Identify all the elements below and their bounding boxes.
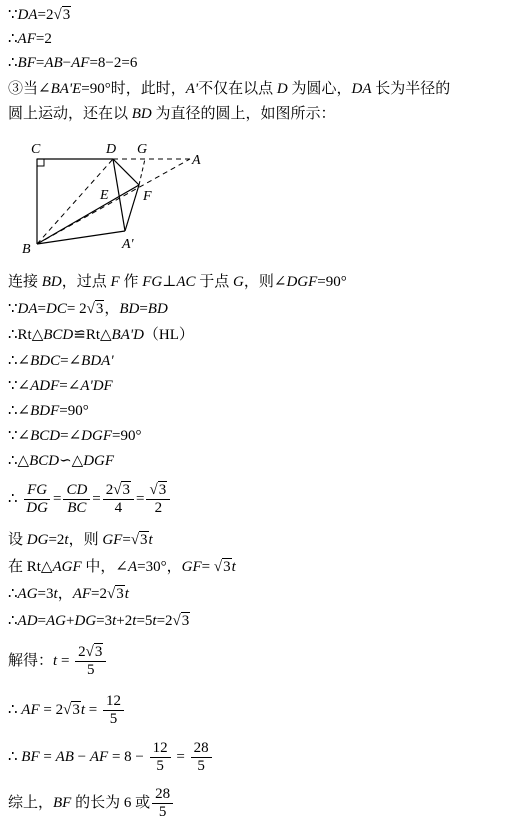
equals: = (52, 491, 62, 507)
segment-bf (37, 185, 139, 244)
text: = (122, 532, 131, 548)
text: = (57, 653, 74, 669)
text: 解得： (8, 653, 54, 669)
var: F (110, 274, 120, 290)
var: DGF (286, 274, 318, 290)
text: （HL） (143, 327, 194, 343)
line-af-2 (8, 30, 52, 48)
var: BD (41, 274, 62, 290)
line-angle-bdc (8, 352, 114, 370)
numerator: CD (63, 482, 90, 500)
label-e: E (100, 188, 109, 203)
label-d: D (106, 142, 117, 157)
text: ∵ (8, 301, 18, 317)
text: =3 (96, 613, 113, 629)
var: BCD (29, 453, 60, 469)
text: = (172, 749, 189, 765)
radicand: 3 (72, 702, 80, 718)
line-bf-6 (8, 54, 137, 72)
radicand: 3 (158, 482, 167, 499)
sqrt (214, 558, 232, 576)
var: BD (119, 301, 140, 317)
denominator: 4 (114, 500, 123, 517)
segment-fg-dashed (139, 159, 145, 185)
text: = (139, 301, 148, 317)
coefficient: 2 (105, 482, 114, 499)
radical-sign: √ (86, 301, 95, 317)
var: BF (17, 55, 36, 71)
numerator: 28 (191, 740, 212, 758)
var: t (231, 559, 236, 575)
line-solve-t (8, 643, 108, 679)
text: =90° (317, 274, 347, 290)
text: =30°， (137, 559, 182, 575)
fraction-2sqrt3-5 (75, 644, 106, 679)
line-ag-af (8, 585, 129, 603)
radicand: 3 (223, 559, 231, 575)
text: = (201, 559, 214, 575)
text: = 2 (39, 702, 64, 718)
text: 的长为 6 或 (71, 795, 151, 811)
var: DA (351, 81, 372, 97)
text: − (73, 749, 90, 765)
line-given-da (8, 6, 71, 24)
var: t (53, 653, 58, 669)
text: ∴△ (8, 453, 30, 469)
text: =3 (37, 586, 54, 602)
radicand: 3 (95, 301, 104, 317)
var: BA'D (111, 327, 144, 343)
text: =∠ (60, 353, 82, 369)
line-da-dc (8, 300, 168, 318)
label-a-prime: A' (122, 237, 134, 252)
right-angle-mark (37, 159, 44, 166)
therefore-symbol: ∴ (8, 55, 18, 71)
sqrt (173, 612, 191, 630)
text: =2 (156, 613, 173, 629)
numerator: 28 (152, 786, 173, 804)
sqrt (86, 644, 104, 661)
fraction-cd-bc (63, 482, 90, 517)
var: DA (17, 301, 38, 317)
line-similar (8, 452, 114, 470)
text: ③当∠ (8, 81, 51, 97)
text: =2 (48, 532, 65, 548)
radicand: 3 (62, 7, 71, 23)
text: ∵∠ (8, 428, 31, 444)
text: ，过点 (61, 274, 111, 290)
fraction-2sqrt3-4 (103, 482, 134, 517)
var: AF (89, 749, 109, 765)
text: 设 (8, 532, 27, 548)
var: BA'E (50, 81, 82, 97)
text: ， (57, 586, 73, 602)
text: =8−2=6 (89, 55, 138, 71)
var: AF (21, 702, 40, 718)
var: AGF (52, 559, 82, 575)
var: DG (26, 532, 49, 548)
fraction-12-5 (103, 693, 124, 728)
segment-ba1 (37, 231, 125, 244)
line-rt-agf (8, 558, 236, 576)
text: ∵∠ (8, 378, 31, 394)
radical-sign: √ (172, 613, 181, 629)
text: 长为半径的 (371, 81, 451, 97)
sqrt (54, 6, 72, 24)
text: =90°时，此时， (81, 81, 186, 97)
sqrt (113, 482, 131, 499)
var: AB (44, 55, 63, 71)
text: =2 (37, 7, 54, 23)
numerator (103, 482, 134, 500)
text: 在 Rt△ (8, 559, 53, 575)
var: BD (147, 301, 168, 317)
line-case-3 (8, 80, 450, 98)
text: ∴ (8, 491, 18, 507)
line-circle-bd (8, 105, 336, 123)
sqrt (87, 300, 105, 318)
sqrt (63, 692, 81, 728)
label-a: A (192, 153, 201, 168)
numerator: FG (24, 482, 50, 500)
text: 于点 (195, 274, 234, 290)
text: =90° (59, 403, 89, 419)
fraction-sqrt3-2 (146, 482, 170, 517)
because-symbol: ∵ (8, 7, 18, 23)
line-af-value (8, 692, 126, 728)
text: ， (104, 301, 120, 317)
text: =2 (35, 31, 52, 47)
var: t (80, 702, 85, 718)
line-ratio (8, 481, 172, 517)
numerator: 12 (150, 740, 171, 758)
text: ∴ (8, 749, 22, 765)
denominator: 5 (197, 758, 205, 775)
text: 不仅在以点 (198, 81, 277, 97)
radical-sign: √ (63, 702, 72, 718)
text: =5 (136, 613, 153, 629)
radical-sign: √ (213, 559, 223, 575)
denominator: 5 (109, 711, 118, 728)
var: BDC (30, 353, 61, 369)
var: t (152, 613, 157, 629)
fraction-12-5 (150, 740, 171, 775)
text: = (37, 301, 47, 317)
var: AD (17, 613, 38, 629)
text: 综上， (8, 795, 54, 811)
var: t (64, 532, 69, 548)
text: =∠ (60, 428, 82, 444)
var: DG (74, 613, 97, 629)
var: BDA' (81, 353, 114, 369)
text: ∴∠ (8, 353, 31, 369)
text: 为圆心， (287, 81, 352, 97)
text: = (37, 613, 47, 629)
var: t (132, 613, 137, 629)
line-ad-sum (8, 612, 190, 630)
var: D (276, 81, 288, 97)
sqrt (131, 531, 149, 549)
var: BCD (43, 327, 74, 343)
text: ∴ (8, 613, 18, 629)
var: BD (131, 106, 152, 122)
var: FG (142, 274, 163, 290)
var: t (112, 613, 117, 629)
label-g: G (137, 142, 148, 157)
text: 为直径的圆上，如图所示： (151, 106, 336, 122)
label-f: F (143, 189, 152, 204)
text: ∴Rt△ (8, 327, 44, 343)
label-c: C (31, 142, 41, 157)
var: BCD (30, 428, 61, 444)
text: ∽△ (59, 453, 84, 469)
sqrt (107, 585, 125, 603)
text: ，则∠ (243, 274, 287, 290)
denominator: 5 (156, 758, 164, 775)
line-congruent (8, 326, 194, 344)
line-angle-bcd (8, 427, 141, 445)
var: AC (176, 274, 196, 290)
var: BF (21, 749, 40, 765)
radical-sign: √ (130, 532, 140, 548)
radicand: 3 (181, 613, 190, 629)
var: t (53, 586, 58, 602)
var: AB (55, 749, 74, 765)
var: G (233, 274, 244, 290)
numerator (75, 644, 106, 662)
text: ∴∠ (8, 403, 31, 419)
fraction-fg-dg (23, 482, 51, 517)
radicand: 3 (116, 586, 124, 602)
coefficient: 2 (78, 644, 86, 661)
text: = (39, 749, 56, 765)
var: BDF (30, 403, 60, 419)
equals: = (135, 491, 145, 507)
var: DC (46, 301, 67, 317)
radicand: 3 (122, 482, 130, 499)
denominator: 5 (158, 804, 167, 821)
var: A'DF (80, 378, 113, 394)
denominator: BC (67, 500, 87, 517)
text: ∴ (8, 702, 22, 718)
equals: = (92, 491, 101, 507)
text: 连接 (8, 274, 42, 290)
text: =2 (91, 586, 107, 602)
var: A (127, 559, 138, 575)
text: − (62, 55, 72, 71)
line-connect-bd (8, 273, 347, 291)
text: + (66, 613, 75, 629)
text: = (35, 55, 45, 71)
line-angle-bdf (8, 402, 89, 420)
var: DGF (83, 453, 115, 469)
text: ，则 (68, 532, 103, 548)
radicand: 3 (94, 644, 103, 661)
var: GF (102, 532, 123, 548)
var: DGF (81, 428, 112, 444)
label-b: B (22, 242, 31, 257)
text: = 2 (66, 301, 87, 317)
var: t (148, 532, 153, 548)
text: =90° (111, 428, 142, 444)
var: A' (185, 81, 199, 97)
var: AG (17, 586, 38, 602)
fraction-28-5 (152, 786, 173, 821)
text: +2 (116, 613, 133, 629)
text: = 8 − (108, 749, 148, 765)
text: =∠ (59, 378, 81, 394)
var-da: DA (17, 7, 38, 23)
var: t (124, 586, 129, 602)
var: AF (72, 586, 92, 602)
line-bf-value (8, 739, 214, 775)
numerator: 12 (103, 693, 124, 711)
denominator: 2 (154, 500, 163, 517)
text: ∴ (8, 586, 18, 602)
radical-sign: √ (53, 7, 62, 23)
text: 作 (119, 274, 143, 290)
radical-sign: √ (107, 586, 116, 602)
var-af: AF (17, 31, 36, 47)
fraction-28-5 (191, 740, 212, 775)
var: AG (46, 613, 67, 629)
radical-sign: √ (113, 482, 122, 499)
radicand: 3 (140, 532, 148, 548)
var: BF (53, 795, 72, 811)
text: 圆上运动，还在以 (8, 106, 132, 122)
numerator (146, 482, 170, 500)
text: 中，∠ (81, 559, 128, 575)
therefore-symbol: ∴ (8, 31, 18, 47)
line-conclusion (8, 785, 175, 821)
denominator: DG (26, 500, 48, 517)
sqrt (149, 482, 167, 499)
radical-sign: √ (85, 644, 94, 661)
denominator: 5 (87, 662, 95, 679)
text: ⊥ (162, 274, 177, 290)
var: AF (71, 55, 90, 71)
geometry-figure (15, 138, 215, 260)
line-let-dg (8, 531, 153, 549)
var: ADF (30, 378, 60, 394)
text: ≌Rt△ (73, 327, 112, 343)
var: GF (181, 559, 202, 575)
radical-sign: √ (149, 482, 158, 499)
text: = (85, 702, 101, 718)
line-angle-adf (8, 377, 113, 395)
